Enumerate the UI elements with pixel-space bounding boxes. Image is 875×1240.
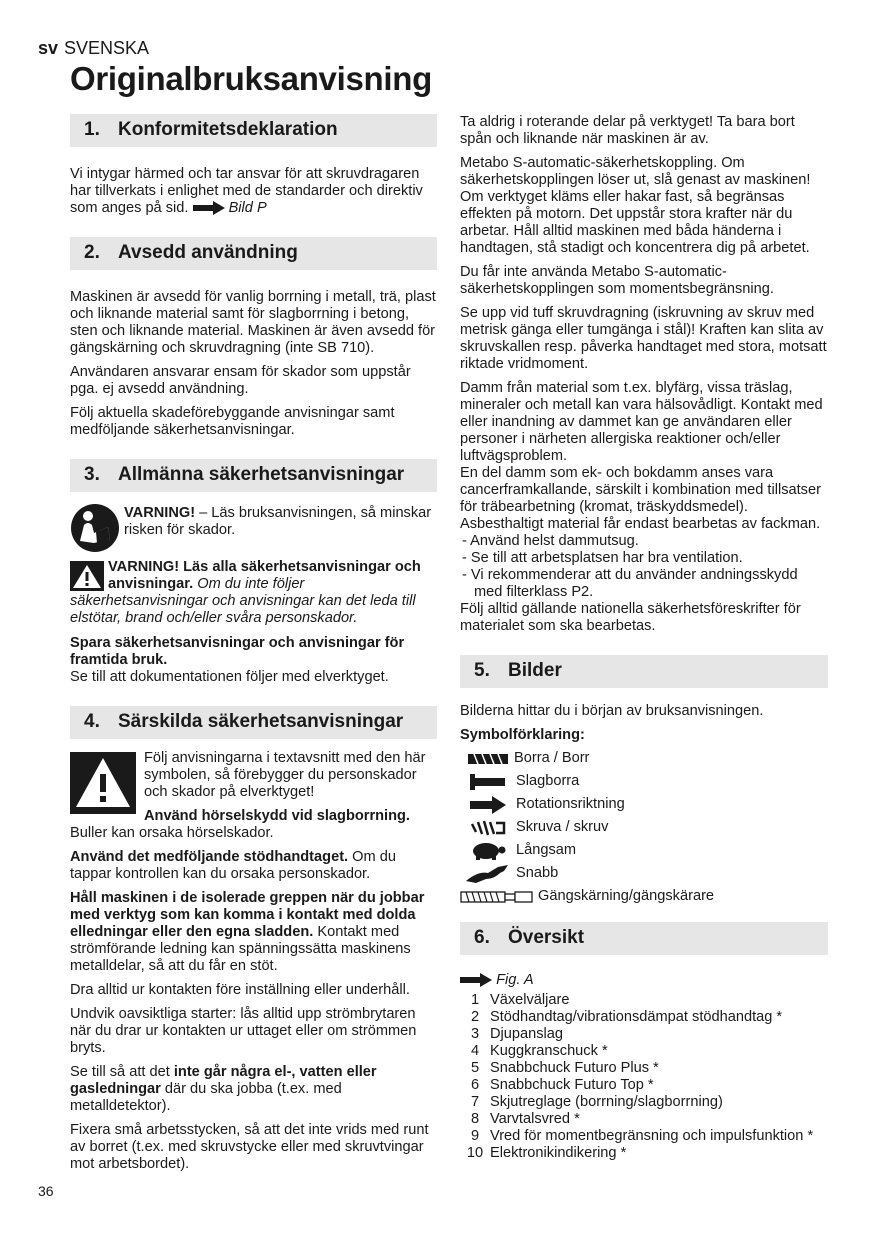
list-item: 10 Elektronikindikering * — [466, 1145, 627, 1161]
hidden-lines: Se till så att det inte går några el-, vatten eller gasledningar där du ska jobba (t.ex. med metalldetektor). — [70, 1064, 377, 1114]
list-item: 6 Snabbchuck Futuro Top * — [470, 1077, 654, 1093]
hearing-protection: Använd hörselskydd vid slagborrning. Buller kan orsaka hörselskador. — [70, 808, 410, 841]
language-header — [38, 38, 149, 59]
hammer-drill-icon — [460, 772, 516, 792]
section-heading-3: 3. Allmänna säkerhetsanvisningar — [70, 459, 437, 492]
overview-ref — [460, 972, 828, 989]
tough-screwdriving: Se upp vid tuff skruvdragning (iskruvning av skruv med metrisk gänga eller tumgänga i stål)! Kraften kan slita av skruvskallen resp. påverka handtaget med stora, motsatt riktade vridmoment. — [460, 305, 827, 372]
dust-hazard: Damm från material som t.ex. blyfärg, vissa träslag, mineraler och metall kan vara hälsovådligt. Kontakt med eller inandning av dammet kan ge användaren eller personer i närheten allergiska reaktioner och/eller luftvägsproblem. — [460, 380, 823, 464]
symbol-row: Rotationsriktning — [460, 793, 828, 816]
section-heading-2: 2. Avsedd användning — [70, 237, 437, 270]
symbol-row: Borra / Borr — [460, 747, 828, 770]
symbol-legend — [460, 747, 828, 908]
screw-icon — [460, 818, 516, 838]
national-regulations: Följ alltid gällande nationella säkerhetsföreskrifter för materialet som ska bearbetas. — [460, 601, 801, 634]
save-instructions-text: Se till att dokumentationen följer med elverktyget. — [70, 669, 389, 685]
parts-list — [460, 992, 828, 1162]
section-heading-6: 6. Översikt — [460, 922, 828, 955]
symbol-row: Långsam — [460, 839, 828, 862]
symbol-row: Gängskärning/gängskärare — [460, 885, 828, 908]
list-item: 8 Varvtalsvred * — [470, 1111, 580, 1127]
support-handle: Använd det medföljande stödhandtaget. Om du tappar kontrollen kan du orsaka personskador. — [70, 849, 396, 882]
read-manual-icon — [70, 503, 120, 553]
list-item: - Använd helst dammutsug. — [460, 533, 828, 550]
figures-text: Bilderna hittar du i början av bruksanvisningen. — [460, 703, 764, 719]
list-item: 9 Vred för momentbegränsning och impulsfunktion * — [470, 1128, 814, 1144]
insulated-grips: Håll maskinen i de isolerade greppen när du jobbar med verktyg som kan komma i kontakt med dolda elledningar eller den egna sladden. Kontakt med strömförande ledning kan spänningssätta maskinens metalldelar, så att du får en stöt. — [70, 890, 425, 974]
intended-use-p2: Användaren ansvarar ensam för skador som uppstår pga. ej avsedd användning. — [70, 364, 411, 397]
clutch-not-limiter: Du får inte använda Metabo S-automatic-säkerhetskopplingen som momentsbegränsning. — [460, 264, 774, 297]
list-item: 5 Snabbchuck Futuro Plus * — [470, 1060, 659, 1076]
conformity-text: Vi intygar härmed och tar ansvar för att skruvdragaren har tillverkats i enlighet med de standarder och direktiv som anges på sid. Bild P — [70, 166, 423, 216]
tap-thread-icon — [460, 890, 534, 904]
special-safety-block — [70, 750, 437, 842]
symbol-legend-title: Symbolförklaring: — [460, 727, 585, 743]
rotation-direction-icon — [460, 795, 516, 815]
figure-ref-p: Bild P — [228, 200, 267, 216]
list-item: - Se till att arbetsplatsen har bra ventilation. — [460, 550, 828, 567]
arrow-right-icon — [193, 201, 225, 215]
page-number: 36 — [38, 1183, 54, 1199]
section-heading-5: 5. Bilder — [460, 655, 828, 688]
turtle-slow-icon — [460, 841, 516, 861]
read-manual-warning: VARNING! – Läs bruksanvisningen, så minskar risken för skador. — [70, 503, 437, 553]
intended-use-p1: Maskinen är avsedd för vanlig borrning i metall, trä, plast och liknande material samt för slagborrning i betong, sten och liknande material. Maskinen är även avsedd för gängskärning och skruvdragning (inte SB 710). — [70, 289, 436, 356]
section-heading-1: 1. Konformitetsdeklaration — [70, 114, 437, 147]
section-heading-4: 4. Särskilda säkerhetsanvisningar — [70, 706, 437, 739]
symbol-row: Skruva / skruv — [460, 816, 828, 839]
fix-workpiece: Fixera små arbetsstycken, så att det inte vrids med runt av borret (t.ex. med skruvstycke eller med skruvtvingar mot arbetsbordet). — [70, 1122, 429, 1172]
language-code: sv — [38, 38, 59, 58]
warning-symbol-icon — [70, 752, 136, 814]
save-instructions: Spara säkerhetsanvisningar och anvisningar för framtida bruk. — [70, 635, 405, 668]
list-item: 2 Stödhandtag/vibrationsdämpat stödhandtag * — [470, 1009, 783, 1025]
left-column — [70, 114, 437, 1180]
dust-measures-list — [460, 533, 828, 601]
rotating-parts: Ta aldrig i roterande delar på verktyget! Ta bara bort spån och liknande när maskinen är av. — [460, 114, 795, 147]
list-item: 7 Skjutreglage (borrning/slagborrning) — [470, 1094, 723, 1110]
symbol-intro: Följ anvisningarna i textavsnitt med den här symbolen, så förebygger du personskador och skador på elverktyget! — [144, 750, 426, 800]
arrow-right-icon — [460, 973, 492, 987]
right-column — [460, 114, 828, 1162]
carcinogenic-dust: En del damm som ek- och bokdamm anses vara cancerframkallande, särskilt i kombination med tillsatser för träbearbetning (kromat, träskyddsmedel). Asbesthaltigt material får endast bearbetas av fackman. — [460, 465, 821, 532]
unplug: Dra alltid ur kontakten före inställning eller underhåll. — [70, 982, 410, 998]
warning-triangle-icon — [70, 561, 104, 591]
list-item: - Vi rekommenderar att du använder andningsskydd med filterklass P2. — [460, 567, 828, 601]
page-title: Originalbruksanvisning — [70, 60, 432, 97]
general-warning: VARNING! Läs alla säkerhetsanvisningar och anvisningar. Om du inte följer säkerhetsanvisningar och anvisningar kan det leda till elstötar, brand och/eller svåra personskador. — [70, 559, 421, 626]
language-name: SVENSKA — [64, 38, 150, 58]
symbol-row: Slagborra — [460, 770, 828, 793]
drill-bit-icon — [460, 752, 516, 766]
symbol-row: Snabb — [460, 862, 828, 885]
list-item: 1 Växelväljare — [470, 992, 570, 1008]
safety-clutch: Metabo S-automatic-säkerhetskoppling. Om säkerhetskopplingen löser ut, slå genast av maskinen! Om verktyget kläms eller hakar fast, så begränsas effekten på motorn. Det uppstår stora krafter när du arbetar. Håll alltid maskinen med båda händerna i handtagen, stå stadigt och koncentrera dig på arbetet. — [460, 155, 811, 256]
hare-fast-icon — [460, 863, 516, 885]
unintended-start: Undvik oavsiktliga starter: lås alltid upp strömbrytaren när du drar ur kontakten ur uttaget eller om strömmen bryts. — [70, 1006, 417, 1056]
list-item: 3 Djupanslag — [470, 1026, 564, 1042]
list-item: 4 Kuggkranschuck * — [470, 1043, 608, 1059]
figure-ref-a: Fig. A — [496, 972, 534, 988]
intended-use-p3: Följ aktuella skadeförebyggande anvisningar samt medföljande säkerhetsanvisningar. — [70, 405, 395, 438]
